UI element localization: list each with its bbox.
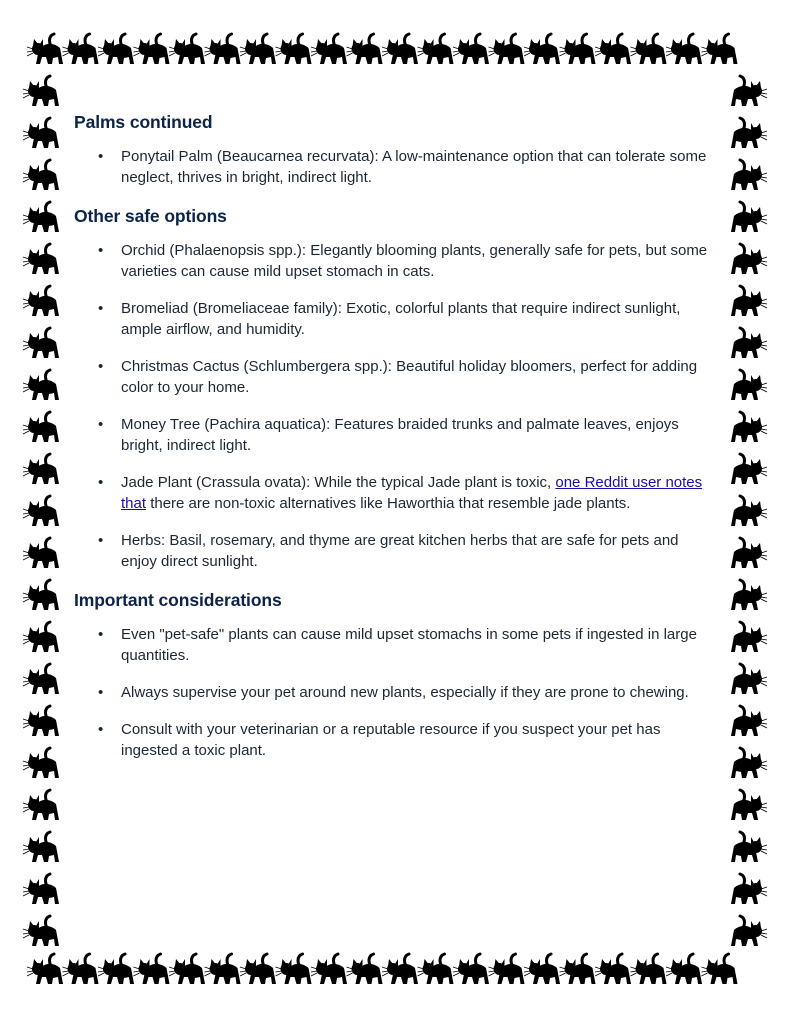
heading-palms-continued: Palms continued [74,112,213,132]
black-cat-icon [731,538,767,568]
black-cat-icon [731,496,767,526]
list-item: • Even "pet-safe" plants can cause mild upset stomachs in some pets if ingested in large quantities. [74,624,714,666]
black-cat-icon [489,954,525,984]
black-cat-icon [560,34,596,64]
black-cat-icon [418,954,454,984]
black-cat-icon [731,832,767,862]
black-cat-icon [23,496,59,526]
black-cat-icon [23,664,59,694]
black-cat-icon [666,34,702,64]
heading-important-considerations: Important considerations [74,590,282,610]
black-cat-icon [731,454,767,484]
black-cat-icon [702,34,738,64]
black-cat-icon [23,160,59,190]
black-cat-icon [382,954,418,984]
section-other-safe-options [74,204,714,572]
reddit-user-link[interactable]: one Reddit user notes that [121,474,703,512]
black-cat-icon [731,664,767,694]
jade-text-after-link: there are non-toxic alternatives like Haworthia that resemble jade plants. [146,495,631,512]
black-cat-icon [98,34,134,64]
black-cat-icon [23,538,59,568]
black-cat-icon [23,244,59,274]
list-item: • Always supervise your pet around new plants, especially if they are prone to chewing. [74,682,714,703]
black-cat-icon [631,34,667,64]
section-palms [74,110,714,188]
black-cat-icon [382,34,418,64]
jade-text-before-link: Jade Plant (Crassula ovata): While the typical Jade plant is toxic, [121,474,556,491]
list-item: • Herbs: Basil, rosemary, and thyme are great kitchen herbs that are safe for pets and enjoy direct sunlight. [74,530,714,572]
black-cat-icon [23,622,59,652]
black-cat-icon [23,76,59,106]
list-item: • Bromeliad (Bromeliaceae family): Exotic, colorful plants that require indirect sunlight, ample airflow, and humidity. [74,298,714,340]
list-item: • Consult with your veterinarian or a reputable resource if you suspect your pet has ingested a toxic plant. [74,719,714,761]
black-cat-icon [524,34,560,64]
list-important-considerations [74,624,714,761]
black-cat-icon [134,34,170,64]
black-cat-icon [205,954,241,984]
black-cat-icon [23,580,59,610]
black-cat-icon [311,954,347,984]
black-cat-icon [27,954,63,984]
black-cat-icon [731,370,767,400]
black-cat-icon [731,790,767,820]
black-cat-icon [666,954,702,984]
list-item: • Christmas Cactus (Schlumbergera spp.): Beautiful holiday bloomers, perfect for adding color to your home. [74,356,714,398]
black-cat-icon [731,202,767,232]
black-cat-icon [731,748,767,778]
list-other-safe-options [74,240,714,572]
black-cat-icon [453,34,489,64]
black-cat-icon [98,954,134,984]
black-cat-icon [23,832,59,862]
black-cat-icon [63,954,99,984]
black-cat-icon [631,954,667,984]
heading-other-safe-options: Other safe options [74,206,227,226]
black-cat-icon [731,160,767,190]
black-cat-icon [23,412,59,442]
black-cat-icon [23,748,59,778]
black-cat-icon [731,76,767,106]
black-cat-icon [205,34,241,64]
black-cat-icon [595,954,631,984]
black-cat-icon [23,790,59,820]
black-cat-icon [347,954,383,984]
black-cat-icon [169,34,205,64]
document-body [74,110,714,777]
black-cat-icon [23,454,59,484]
list-palms [74,146,714,188]
section-important-considerations [74,588,714,761]
black-cat-icon [453,954,489,984]
black-cat-icon [276,34,312,64]
black-cat-icon [702,954,738,984]
list-item: • Orchid (Phalaenopsis spp.): Elegantly blooming plants, generally safe for pets, but some varieties can cause mild upset stomach in cats. [74,240,714,282]
black-cat-icon [240,34,276,64]
black-cat-icon [489,34,525,64]
black-cat-icon [731,412,767,442]
black-cat-icon [23,328,59,358]
black-cat-icon [595,34,631,64]
black-cat-icon [560,954,596,984]
black-cat-icon [23,370,59,400]
black-cat-icon [169,954,205,984]
black-cat-icon [23,706,59,736]
black-cat-icon [240,954,276,984]
black-cat-icon [23,874,59,904]
black-cat-icon [731,580,767,610]
black-cat-icon [23,916,59,946]
black-cat-icon [311,34,347,64]
black-cat-icon [731,622,767,652]
list-item-jade-plant [74,472,714,514]
black-cat-icon [23,202,59,232]
black-cat-icon [731,286,767,316]
black-cat-icon [731,244,767,274]
black-cat-icon [731,874,767,904]
black-cat-icon [731,706,767,736]
black-cat-icon [347,34,383,64]
black-cat-icon [23,286,59,316]
black-cat-icon [276,954,312,984]
black-cat-icon [418,34,454,64]
black-cat-icon [524,954,560,984]
black-cat-icon [731,916,767,946]
black-cat-icon [731,328,767,358]
black-cat-icon [731,118,767,148]
list-item: • Ponytail Palm (Beaucarnea recurvata): A low-maintenance option that can tolerate some neglect, thrives in bright, indirect light. [74,146,714,188]
list-item: • Money Tree (Pachira aquatica): Features braided trunks and palmate leaves, enjoys bright, indirect light. [74,414,714,456]
black-cat-icon [134,954,170,984]
black-cat-icon [27,34,63,64]
black-cat-icon [23,118,59,148]
black-cat-icon [63,34,99,64]
